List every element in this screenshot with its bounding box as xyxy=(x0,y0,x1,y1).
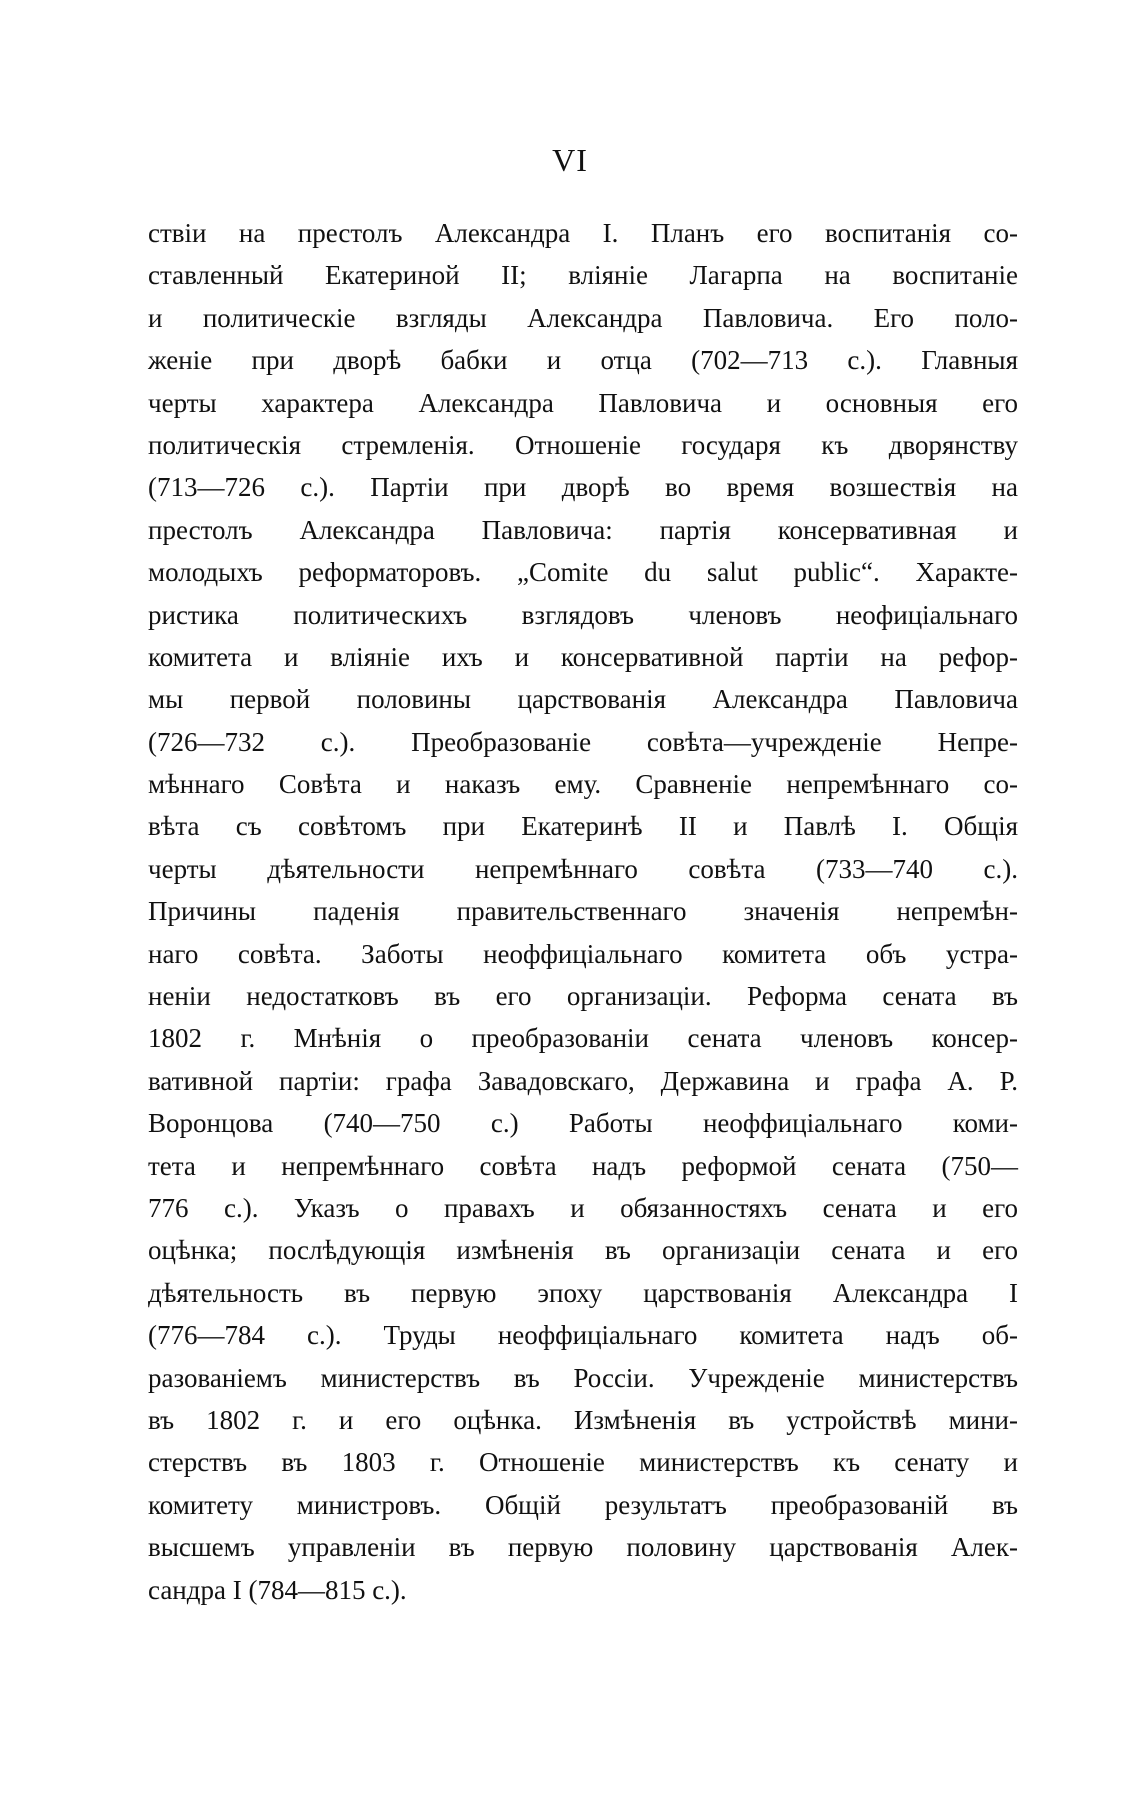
text-line: Воронцова (740—750 с.) Работы неоффиціальнаго коми- xyxy=(148,1108,1018,1139)
text-line: мы первой половины царствованія Александра Павловича xyxy=(148,684,1018,715)
text-line: комитету министровъ. Общій результатъ преобразованій въ xyxy=(148,1489,1018,1520)
text-line: (776—784 с.). Труды неоффиціальнаго комитета надъ об- xyxy=(148,1320,1018,1351)
text-line: 1802 г. Мнѣнія о преобразованіи сената членовъ консер- xyxy=(148,1023,1018,1054)
text-line: (713—726 с.). Партіи при дворѣ во время возшествія на xyxy=(148,472,1018,503)
text-line: политическія стремленія. Отношеніе государя къ дворянству xyxy=(148,429,1018,460)
text-line: (726—732 с.). Преобразованіе совѣта—учрежденіе Непре- xyxy=(148,726,1018,757)
text-line: въ 1802 г. и его оцѣнка. Измѣненія въ устройствѣ мини- xyxy=(148,1404,1018,1435)
text-line: престолъ Александра Павловича: партія консервативная и xyxy=(148,514,1018,545)
text-line: 776 с.). Указъ о правахъ и обязанностяхъ сената и его xyxy=(148,1192,1018,1223)
body-text xyxy=(148,212,1018,1611)
text-line: вѣта съ совѣтомъ при Екатеринѣ II и Павлѣ I. Общія xyxy=(148,811,1018,842)
text-line: и политическіе взгляды Александра Павловича. Его поло- xyxy=(148,302,1018,333)
page-number: VI xyxy=(552,142,588,178)
text-line: ставленный Екатериной II; вліяніе Лагарпа на воспитаніе xyxy=(148,260,1018,291)
text-line-last: сандра I (784—815 с.). xyxy=(148,1574,407,1605)
text-line: ствіи на престолъ Александра I. Планъ его воспитанія со- xyxy=(148,218,1018,248)
text-line: тета и непремѣннаго совѣта надъ реформой сената (750— xyxy=(148,1150,1018,1181)
text-line: женіе при дворѣ бабки и отца (702—713 с.). Главныя xyxy=(148,345,1018,376)
text-line: неніи недостатковъ въ его организаціи. Реформа сената въ xyxy=(148,981,1018,1012)
text-line: разованіемъ министерствъ въ Россіи. Учрежденіе министерствъ xyxy=(148,1362,1018,1393)
text-line: оцѣнка; послѣдующія измѣненія въ организаціи сената и его xyxy=(148,1235,1018,1266)
text-line: наго совѣта. Заботы неоффиціальнаго комитета объ устра- xyxy=(148,938,1018,969)
text-line: черты дѣятельности непремѣннаго совѣта (733—740 с.). xyxy=(148,853,1018,884)
text-line: высшемъ управленіи въ первую половину царствованія Алек- xyxy=(148,1532,1018,1563)
text-line: стерствъ въ 1803 г. Отношеніе министерствъ къ сенату и xyxy=(148,1447,1018,1478)
text-line: Причины паденія правительственнаго значенія непремѣн- xyxy=(148,896,1018,927)
text-line: черты характера Александра Павловича и основныя его xyxy=(148,387,1018,418)
text-line: молодыхъ реформаторовъ. „Comite du salut public“. Характе- xyxy=(148,557,1018,588)
text-line: комитета и вліяніе ихъ и консервативной партіи на рефор- xyxy=(148,641,1018,672)
text-line: ристика политическихъ взглядовъ членовъ неофиціальнаго xyxy=(148,599,1018,630)
text-line: дѣятельность въ первую эпоху царствованія Александра I xyxy=(148,1277,1018,1308)
text-line: вативной партіи: графа Завадовскаго, Державина и графа А. Р. xyxy=(148,1065,1018,1096)
text-line: мѣннаго Совѣта и наказъ ему. Сравненіе непремѣннаго со- xyxy=(148,769,1018,800)
